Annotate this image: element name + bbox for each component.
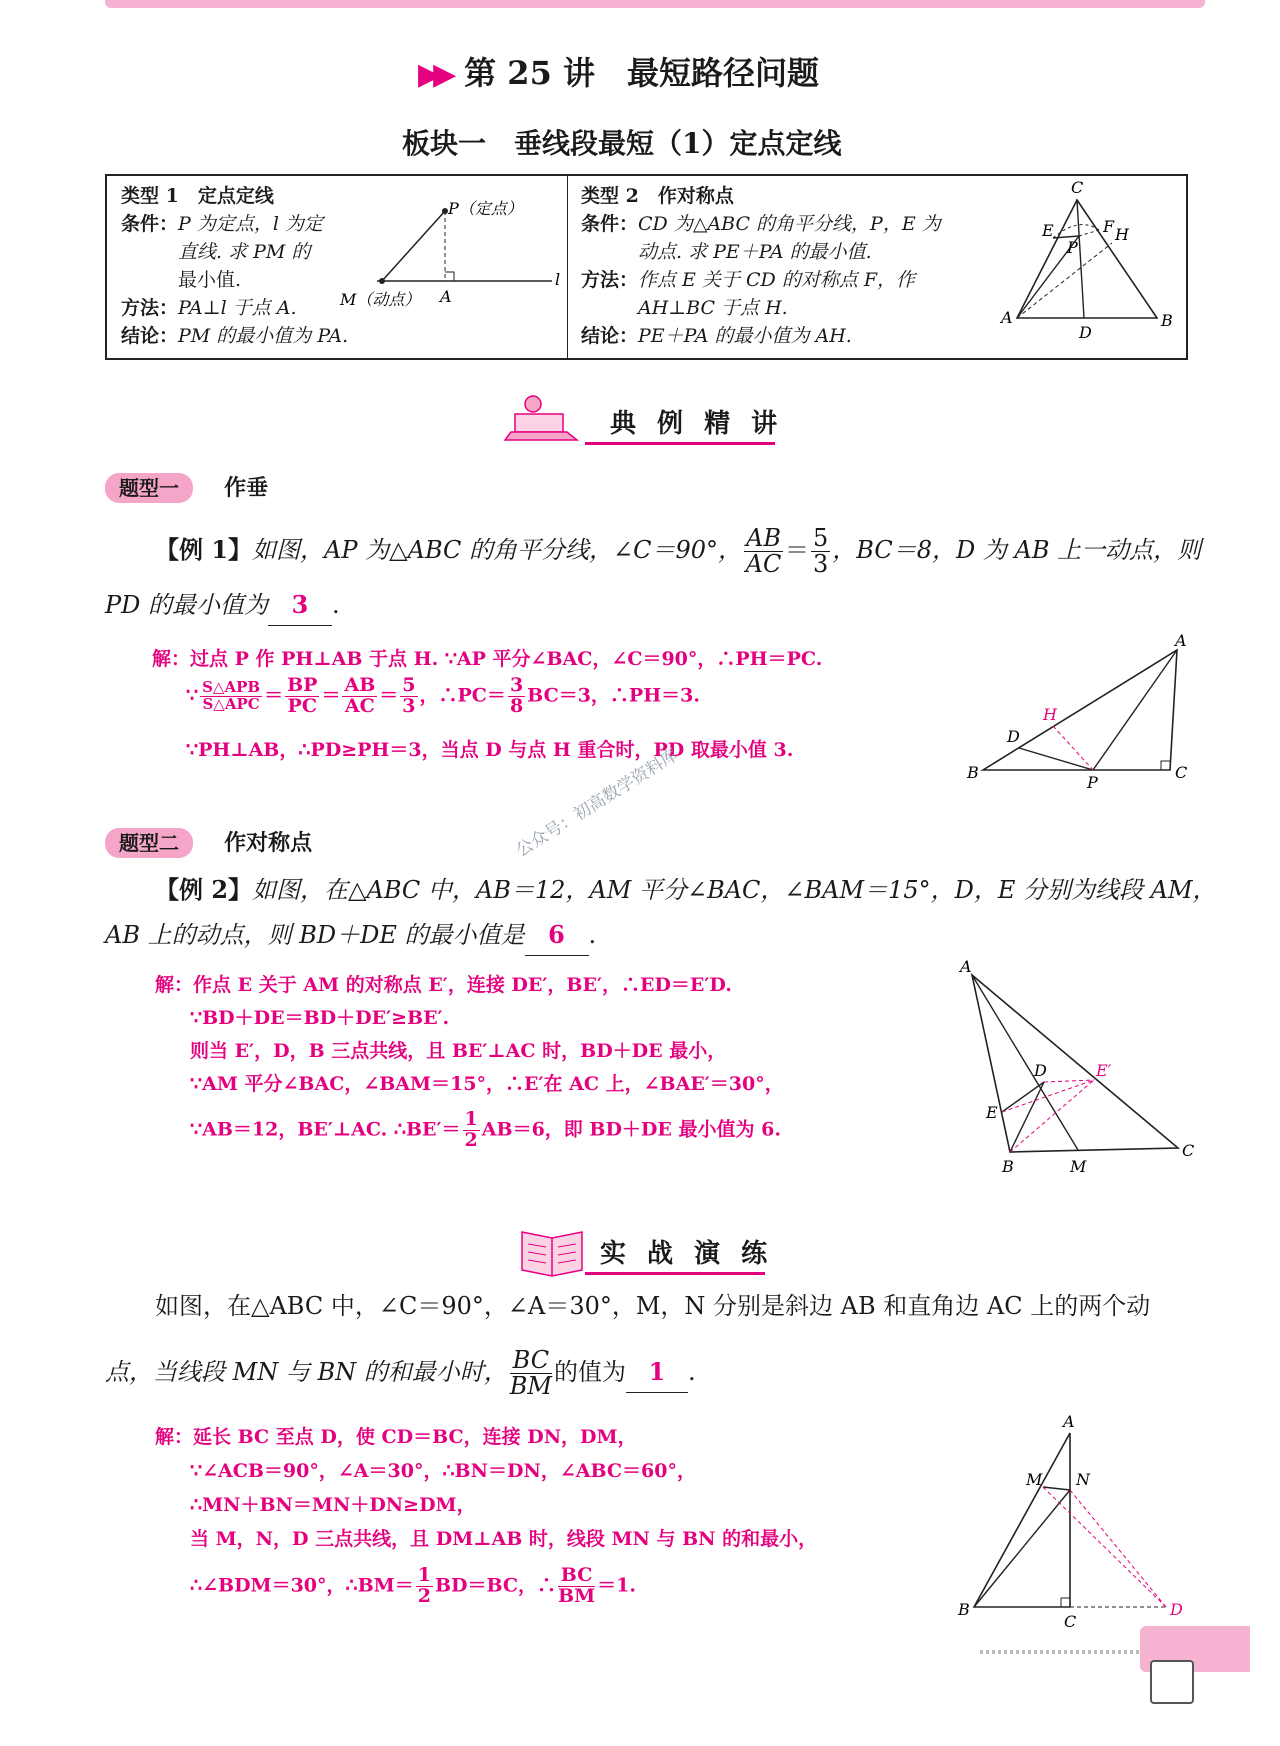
type1-cond-label: 条件：: [121, 213, 179, 235]
type2-concl-label: 结论：: [581, 325, 639, 347]
solution1-line3: ∵PH⊥AB，∴PD≥PH＝3，当点 D 与点 H 重合时，PD 取最小值 3.: [186, 739, 794, 761]
label-d: D: [1007, 727, 1020, 746]
frac-den: AC: [745, 550, 782, 579]
practice-line1: 如图，在△ABC 中，∠C＝90°，∠A＝30°，M，N 分别是斜边 AB 和直角边 AC 上的两个动: [155, 1292, 1151, 1320]
triangle-abc: [1017, 200, 1157, 318]
page-title: [418, 48, 819, 94]
type1-cond-line3: 最小值.: [178, 269, 242, 291]
bisector-ap: [1093, 650, 1177, 770]
type1-cond-line2: 直线. 求 PM 的: [178, 241, 311, 263]
type-one-tag: 题型一: [105, 473, 193, 503]
frac-num: 5: [402, 674, 416, 696]
practice-answer: 1: [626, 1352, 688, 1393]
type2-method-label: 方法：: [581, 269, 639, 291]
example2-end: .: [588, 921, 597, 949]
type2-figure: [987, 178, 1187, 358]
segment-de: [1002, 1082, 1044, 1112]
solution3-line5: [190, 1566, 636, 1607]
label-a: A: [1063, 1412, 1075, 1431]
practice-line2: [105, 1348, 696, 1399]
solution2-line5-a: ∵AB＝12，BE′⊥AC. ∴BE′＝: [190, 1118, 461, 1141]
example1-figure: [965, 628, 1195, 793]
solution1-line2: [186, 676, 700, 717]
solution2-line1: 解：作点 E 关于 AM 的对称点 E′，连接 DE′，BE′，∴ED＝E′D.: [155, 974, 732, 996]
triangle-abc: [983, 650, 1177, 770]
example1-text-b: ，BC＝8，D 为 AB 上一动点，则: [832, 536, 1202, 565]
type-two-text: 作对称点: [224, 830, 313, 856]
label-p: P: [1087, 773, 1098, 792]
frac-den: BM: [558, 1584, 596, 1607]
frac-num: AB: [344, 674, 376, 696]
title-text: 第 25 讲 最短路径问题: [464, 54, 819, 92]
section-heading-examples: 典 例 精 讲: [610, 409, 784, 439]
fraction-ab-ac-2: [342, 676, 377, 717]
frac-den: 3: [813, 550, 829, 579]
page-number-box: [1150, 1660, 1194, 1704]
solution2-line5: [190, 1110, 781, 1151]
solution3-line4: 当 M，N，D 三点共线，且 DM⊥AB 时，线段 MN 与 BN 的和最小，: [190, 1528, 818, 1550]
segment-dp: [1019, 748, 1093, 770]
solution2-line5-b: AB＝6，即 BD＋DE 最小值为 6.: [481, 1118, 781, 1141]
frac-den: 8: [509, 694, 524, 717]
solution3-line5-c: ＝1.: [597, 1574, 636, 1597]
example2-answer: 6: [525, 915, 589, 956]
example2-line2-text: AB 上的动点，则 BD＋DE 的最小值是: [105, 921, 525, 949]
practice-line2-a: 点，当线段 MN 与 BN 的和最小时，: [105, 1358, 508, 1387]
label-h: H: [1043, 705, 1057, 724]
label-a: A: [960, 957, 972, 976]
type1-method: PA⊥l 于点 A.: [178, 297, 297, 319]
fraction-5-3-2: [400, 676, 417, 717]
label-a: A: [1175, 631, 1187, 650]
example1-text-a: 如图，AP 为△ABC 的角平分线，∠C＝90°，: [252, 536, 743, 565]
segment-bn: [974, 1490, 1070, 1607]
segment-nd: [1070, 1490, 1166, 1607]
solution2-line4: ∵AM 平分∠BAC，∠BAM＝15°，∴E′在 AC 上，∠BAE′＝30°，: [190, 1073, 784, 1095]
label-n: N: [1076, 1470, 1090, 1489]
teacher-desk-icon: [505, 388, 585, 448]
frac-num: AB: [746, 524, 782, 552]
label-a2: A: [1001, 308, 1013, 327]
equals: ＝: [264, 684, 284, 707]
solution2-line2: ∵BD＋DE＝BD＋DE′≥BE′.: [190, 1007, 450, 1029]
example1-line2: [105, 585, 340, 626]
fraction-1-2: [463, 1110, 480, 1151]
segment-md: [1043, 1487, 1166, 1607]
frac-den: 2: [464, 1128, 478, 1151]
example2-prefix: 【例 2】: [155, 875, 253, 904]
label-p: P（定点）: [448, 199, 523, 218]
because-symbol: ∵: [186, 684, 199, 707]
practice-line2-b: 的值为: [553, 1358, 626, 1387]
label-m: M（动点）: [340, 290, 421, 309]
label-b: B: [958, 1600, 970, 1619]
label-c: C: [1175, 763, 1188, 782]
label-m: M: [1026, 1470, 1043, 1489]
solution3-line3: ∴MN＋BN＝MN＋DN≥DM，: [190, 1494, 476, 1516]
segment-be2: [1010, 1080, 1094, 1152]
type1-concl-label: 结论：: [121, 325, 179, 347]
frac-num: 1: [464, 1108, 478, 1130]
frac-den: S△APC: [202, 694, 260, 713]
fraction-ab-ac: [744, 526, 783, 577]
label-b: B: [967, 763, 979, 782]
label-c: C: [1182, 1141, 1195, 1160]
bisector-am: [972, 975, 1078, 1150]
type1-block: [121, 182, 348, 350]
type1-method-label: 方法：: [121, 297, 179, 319]
type-two-row: [105, 826, 312, 857]
box-divider: [567, 176, 568, 358]
type2-method-line1: 作点 E 关于 CD 的对称点 F，作: [638, 269, 916, 291]
label-l: l: [555, 270, 561, 289]
practice-figure: [950, 1412, 1200, 1631]
watermark: 公众号：初高数学资料库: [512, 745, 682, 862]
example2-line2: [105, 915, 596, 956]
fraction-5-3: [811, 526, 830, 577]
section-underline: [585, 1272, 765, 1275]
label-f: F: [1103, 217, 1115, 236]
type2-cond-line1: CD 为△ABC 的角平分线，P，E 为: [638, 213, 941, 235]
type-one-row: [105, 471, 268, 502]
label-h: H: [1115, 225, 1129, 244]
type2-method-line2: AH⊥BC 于点 H.: [638, 297, 788, 319]
type2-concl: PE＋PA 的最小值为 AH.: [638, 325, 852, 347]
segment-bd: [1010, 1082, 1044, 1152]
solution1-mid: ，∴PC＝: [419, 684, 506, 707]
type-one-text: 作垂: [224, 475, 269, 501]
right-angle-mark: [1161, 761, 1170, 770]
label-m: M: [1070, 1157, 1087, 1176]
label-d: D: [1034, 1061, 1047, 1080]
label-e-prime: E′: [1096, 1061, 1112, 1080]
label-e: E: [986, 1103, 998, 1122]
fraction-bc-bm-2: [558, 1566, 595, 1607]
label-b: B: [1002, 1157, 1014, 1176]
solution1-line1: 解：过点 P 作 PH⊥AB 于点 H. ∵AP 平分∠BAC，∠C＝90°，∴PH＝PC.: [152, 648, 823, 670]
right-angle-mark: [1061, 1598, 1070, 1607]
label-d: D: [1170, 1600, 1183, 1619]
label-d2: D: [1079, 323, 1092, 342]
type2-heading: 类型 2 作对称点: [581, 185, 734, 207]
label-a: A: [440, 287, 452, 306]
example1-prefix: 【例 1】: [155, 535, 253, 565]
triangle-abc: [974, 1433, 1070, 1607]
frac-num: BC: [510, 1348, 552, 1374]
section-subtitle: 板块一 垂线段最短（1）定点定线: [402, 127, 842, 160]
type1-heading: 类型 1 定点定线: [121, 185, 274, 207]
type2-cond-line2: 动点. 求 PE＋PA 的最小值.: [638, 241, 872, 263]
fraction-1-2: [416, 1566, 433, 1607]
frac-den: AC: [344, 694, 375, 717]
frac-num: BC: [558, 1566, 595, 1587]
book-icon: [512, 1222, 592, 1282]
label-b2: B: [1161, 311, 1173, 330]
section-underline: [585, 442, 775, 445]
solution3-line5-a: ∴∠BDM＝30°，∴BM＝: [190, 1574, 414, 1597]
chevron-icon: ▶▶: [418, 57, 449, 92]
fraction-3-8: [508, 676, 525, 717]
type1-concl: PM 的最小值为 PA.: [178, 325, 349, 347]
frac-num: S△APB: [202, 678, 261, 697]
frac-den: PC: [287, 694, 317, 717]
solution1-tail: BC＝3，∴PH＝3.: [527, 684, 700, 707]
triangle-abc: [972, 975, 1178, 1152]
frac-den: BM: [509, 1372, 552, 1401]
fraction-bp-pc: [285, 676, 319, 717]
bisector-cd: [1077, 200, 1084, 318]
example1-line1: [155, 526, 1201, 577]
solution3-line5-b: BD＝BC，∴: [434, 1574, 557, 1597]
example2-line1: [155, 870, 1217, 910]
frac-num: 1: [417, 1564, 431, 1586]
label-e: E: [1042, 221, 1054, 240]
section-heading-practice: 实 战 演 练: [600, 1239, 774, 1269]
example1-line2-text: PD 的最小值为: [105, 591, 269, 619]
frac-num: 5: [813, 524, 829, 552]
type-two-tag: 题型二: [105, 828, 193, 858]
segment-ee2: [1002, 1080, 1094, 1112]
type1-figure: [340, 186, 562, 309]
label-c: C: [1064, 1612, 1077, 1631]
solution3-line1: 解：延长 BC 至点 D，使 CD＝BC，连接 DN，DM，: [155, 1426, 637, 1448]
solution3-line2: ∵∠ACB＝90°，∠A＝30°，∴BN＝DN，∠ABC＝60°，: [190, 1460, 696, 1482]
summary-box: [105, 174, 1188, 360]
label-p2: P: [1067, 238, 1078, 257]
label-c: C: [1071, 178, 1084, 197]
example1-end: .: [332, 591, 340, 619]
type2-block: [581, 182, 941, 350]
type2-cond-label: 条件：: [581, 213, 639, 235]
right-angle-mark: [445, 272, 454, 281]
equals: ＝: [379, 684, 399, 707]
segment-de2: [1044, 1080, 1094, 1082]
example1-answer: 3: [268, 585, 332, 626]
point-m: [379, 278, 385, 284]
segment-pm: [382, 211, 445, 281]
practice-end: .: [687, 1358, 696, 1387]
fraction-bc-bm: [510, 1348, 552, 1399]
type1-cond-line1: P 为定点，l 为定: [178, 213, 323, 235]
solution2-line3: 则当 E′，D，B 三点共线，且 BE′⊥AC 时，BD＋DE 最小，: [190, 1040, 727, 1062]
frac-num: 3: [509, 674, 524, 696]
segment-mn: [1043, 1487, 1070, 1490]
equals: ＝: [785, 536, 810, 565]
frac-den: 3: [402, 694, 416, 717]
segment-pf: [1079, 230, 1099, 236]
frac-den: 2: [417, 1584, 431, 1607]
equals: ＝: [321, 684, 341, 707]
example2-figure: [950, 957, 1200, 1180]
frac-num: BP: [287, 674, 318, 696]
top-decor-bar: [105, 0, 1205, 8]
example2-line1-text: 如图，在△ABC 中，AB＝12，AM 平分∠BAC，∠BAM＝15°，D，E 分别为线段 AM，: [252, 876, 1217, 904]
fraction-area: [200, 680, 262, 713]
